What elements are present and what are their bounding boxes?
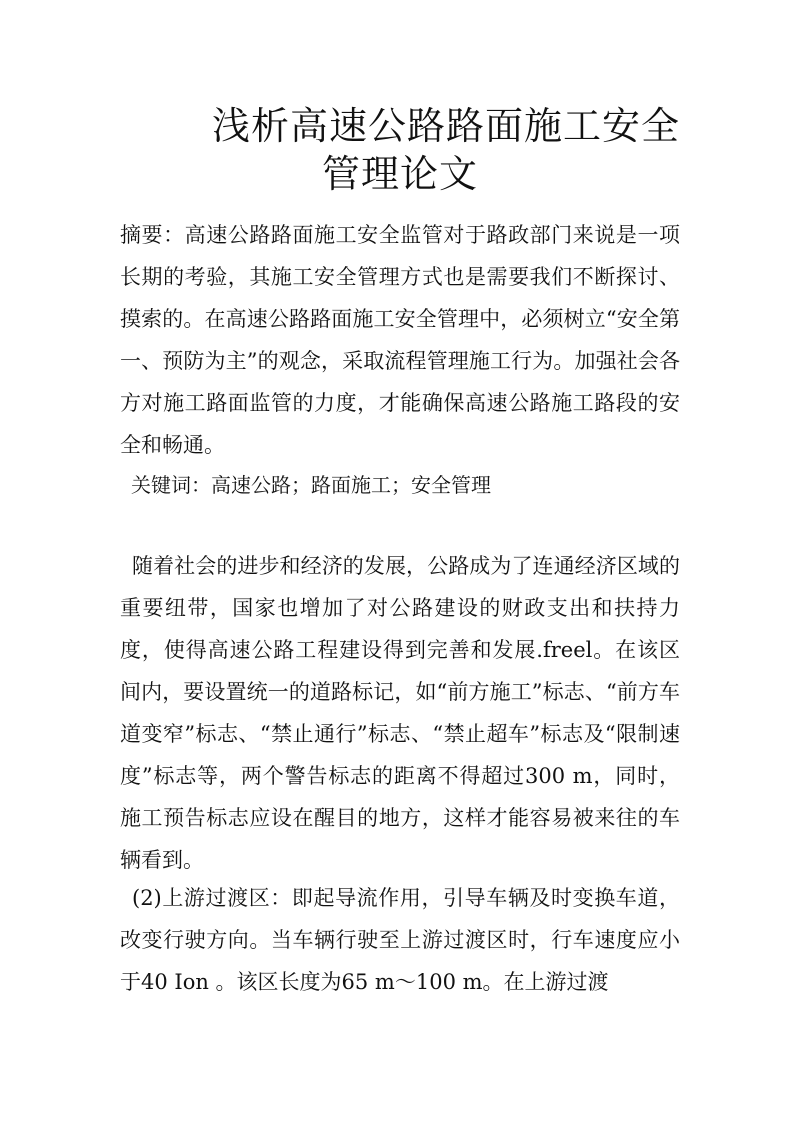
- body-paragraph-2: (2)上游过渡区：即起导流作用，引导车辆及时变换车道，改变行驶方向。当车辆行驶至上游过渡区时，行车速度应小于40 Ion 。该区长度为65 m～100 m。在上游过渡: [120, 886, 680, 994]
- title-line-2: 管理论文: [322, 152, 479, 196]
- title-line-1: 浅析高速公路路面施工安全: [212, 104, 681, 148]
- abstract-paragraph: 摘要：高速公路路面施工安全监管对于路政部门来说是一项长期的考验，其施工安全管理方式也是需要我们不断探讨、摸索的。在高速公路路面施工安全管理中，必须树立“安全第一、预防为主”的观念，采取流程管理施工行为。加强社会各方对施工路面监管的力度，才能确保高速公路施工路段的安全和畅通。: [120, 223, 680, 457]
- keywords-line: 关键词：高速公路；路面施工；安全管理: [131, 473, 491, 497]
- body-paragraph-1: 随着社会的进步和经济的发展，公路成为了连通经济区域的重要纽带，国家也增加了对公路建设的财政支出和扶持力度，使得高速公路工程建设得到完善和发展.freel。在该区间内，要设置统一的道路标记，如“前方施工”标志、“前方车道变窄”标志、“禁止通行”标志、“禁止超车”标志及“限制速度”标志等，两个警告标志的距离不得超过300 m，同时，施工预告标志应设在醒目的地方，这样才能容易被来往的车辆看到。: [120, 554, 680, 872]
